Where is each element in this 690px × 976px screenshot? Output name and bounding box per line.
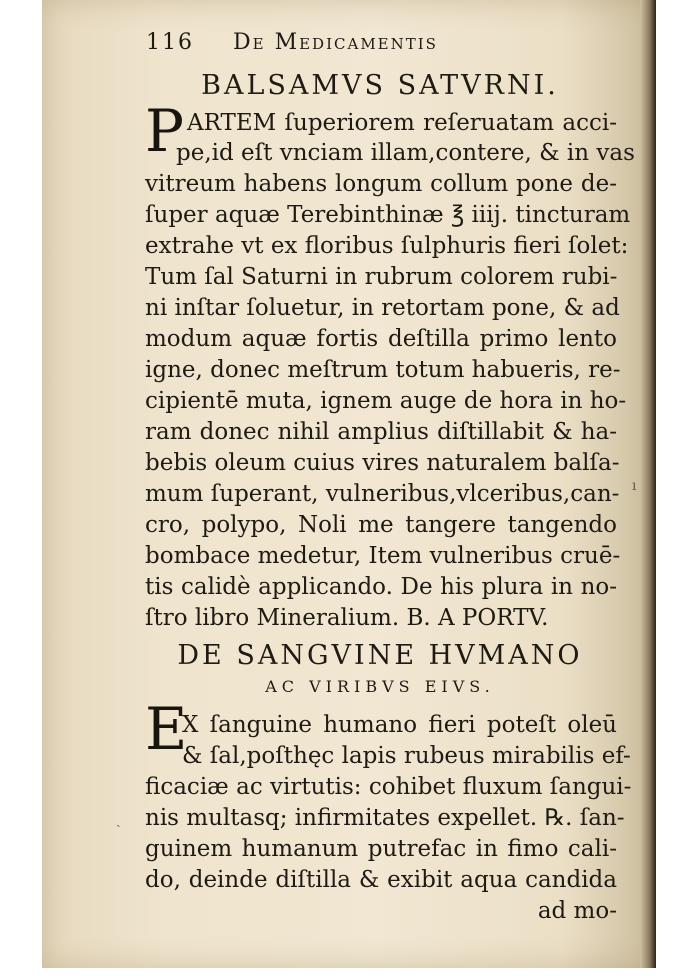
page-number: 116 bbox=[146, 30, 194, 55]
text-line: ni inſtar ſoluetur, in retortam pone, & ad bbox=[145, 295, 620, 321]
drop-cap-e: E bbox=[145, 695, 188, 763]
section-heading-sanguine: DE SANGVINE HVMANO bbox=[177, 640, 583, 671]
text-line: do, deinde diſtilla & exibit aqua candida bbox=[145, 867, 617, 893]
text-line: ARTEM ſuperiorem reſeruatam acci- bbox=[187, 110, 617, 136]
text-line: cro, polypo, Noli me tangere tangendo bbox=[145, 512, 617, 538]
text-line: pe,id eſt vnciam illam,contere, & in vas bbox=[176, 140, 635, 166]
text-line: X ſanguine humano fieri poteſt oleū bbox=[182, 712, 617, 738]
section-heading-balsamus: BALSAMVS SATVRNI. bbox=[201, 70, 559, 101]
catchword: ad mo- bbox=[537, 898, 617, 924]
text-line: mum ſuperant, vulneribus,vlceribus,can- bbox=[145, 481, 620, 507]
drop-cap-p: P bbox=[145, 97, 185, 165]
text-line: Tum ſal Saturni in rubrum colorem rubi- bbox=[145, 264, 618, 290]
text-line: ſuper aquæ Terebinthinæ ℥ iiij. tincturam bbox=[145, 202, 631, 228]
text-line: ram donec nihil amplius diſtillabit & ha- bbox=[145, 419, 617, 445]
text-line: bombace medetur, Item vulneribus cruē- bbox=[145, 543, 621, 569]
text-line-signature: ſtro libro Mineralium. B. A PORTV. bbox=[145, 605, 549, 631]
text-line: tis calidè applicando. De his plura in no- bbox=[145, 574, 617, 600]
text-line: modum aquæ fortis deſtilla primo lento bbox=[145, 326, 617, 352]
running-head bbox=[146, 30, 606, 55]
text-line: & ſal,poſthęc lapis rubeus mirabilis ef- bbox=[182, 743, 631, 769]
margin-mark: ı bbox=[632, 478, 637, 494]
margin-mark: ˎ bbox=[116, 812, 121, 828]
text-line: cipientē muta, ignem auge de hora in ho- bbox=[145, 388, 627, 414]
text-line: extrahe vt ex floribus ſulphuris fieri ſolet: bbox=[145, 233, 629, 259]
text-line: guinem humanum putrefac in fimo cali- bbox=[145, 836, 617, 862]
text-line: bebis oleum cuius vires naturalem balſa- bbox=[145, 450, 620, 476]
text-line: nis multasq; infirmitates expellet. ℞. ſan- bbox=[145, 805, 625, 831]
running-title: De Medicamentis bbox=[233, 30, 438, 55]
text-line: igne, donec meſtrum totum habueris, re- bbox=[145, 357, 621, 383]
section-subheading: AC VIRIBVS EIVS. bbox=[265, 677, 495, 696]
text-line: ficaciæ ac virtutis: cohibet fluxum ſangui- bbox=[145, 774, 632, 800]
text-line: vitreum habens longum collum pone de- bbox=[145, 171, 617, 197]
